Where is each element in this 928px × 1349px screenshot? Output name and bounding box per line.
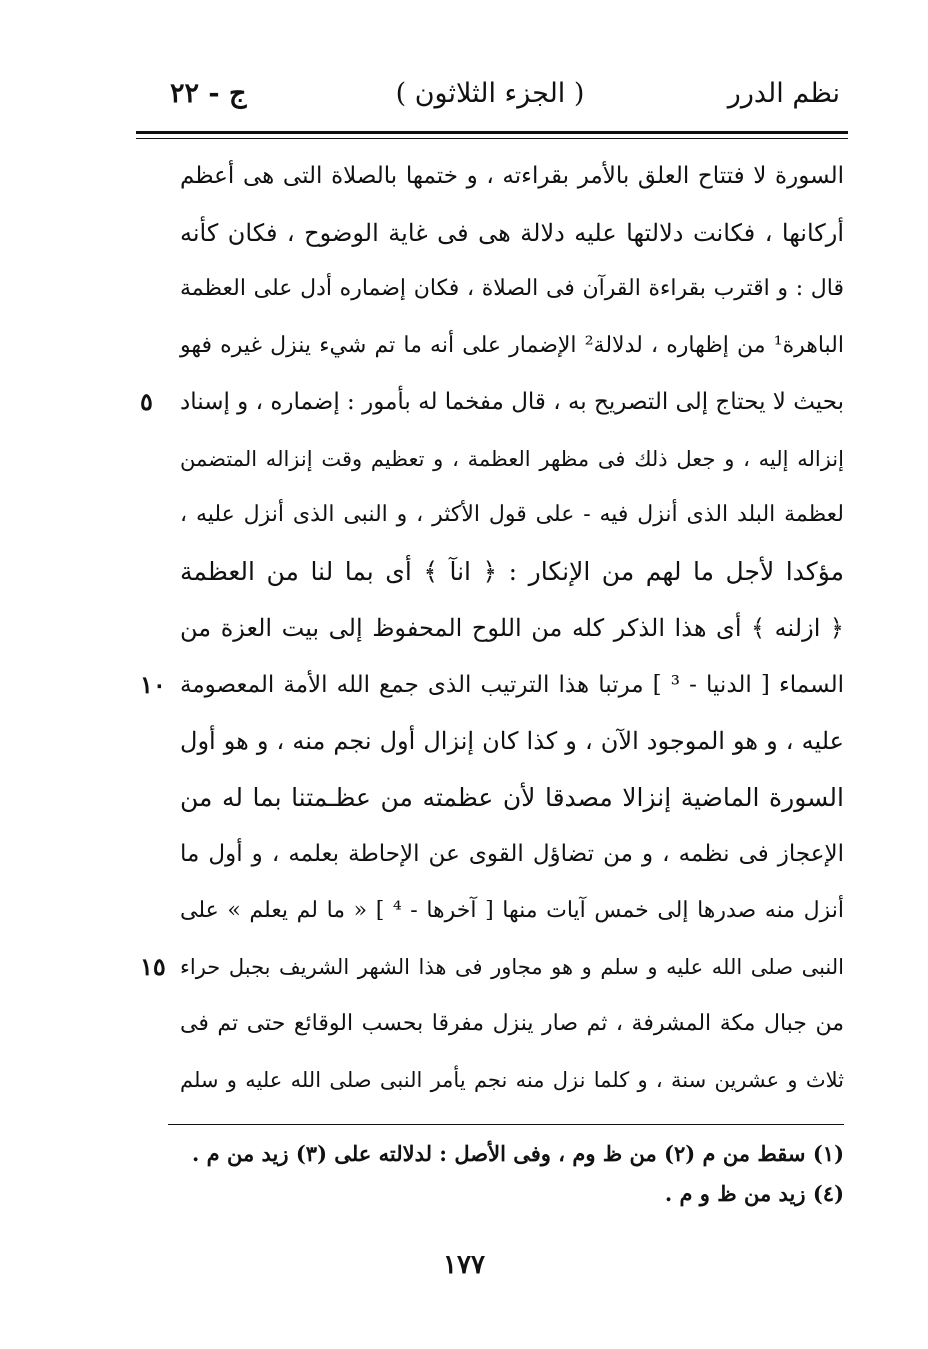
text-line [140, 996, 844, 1053]
line-text: السورة لا فتتاح العلق بالأمر بقراءته ، و ختمها بالصلاة التى هى أعظم [180, 163, 844, 189]
line-text: ﴿ ازلنه ﴾ أى هذا الذكر كله من اللوح المحفوظ إلى بيت العزة من [180, 614, 844, 642]
line-text: أركانها ، فكانت دلالتها عليه دلالة هى فى غاية الوضوح ، فكان كأنه [180, 218, 844, 247]
line-number: ٥ [140, 387, 153, 416]
book-title: نظم الدرر [727, 78, 840, 109]
text-line [140, 1052, 844, 1109]
footnote-rule [168, 1124, 844, 1125]
text-line [140, 148, 844, 205]
footnote: (٤) زيد من ظ و م . [664, 1181, 844, 1206]
line-text: السماء [ الدنيا - ³ ] مرتبا هذا الترتيب الذى جمع الله الأمة المعصومة [180, 671, 844, 698]
line-text: من جبال مكة المشرفة ، ثم صار ينزل مفرقا بحسب الوقائع حتى تم فى [180, 1010, 844, 1036]
volume-number: ج - ٢٢ [170, 78, 247, 109]
text-line [140, 939, 844, 996]
line-text: السورة الماضية إنزالا مصدقا لأن عظمته من عظـمتنا بما له من [180, 782, 844, 812]
line-text: عليه ، و هو الموجود الآن ، و كذا كان إنزال أول نجم منه ، و هو أول [180, 727, 844, 755]
line-text: بحيث لا يحتاج إلى التصريح به ، قال مفخما له بأمور : إضماره ، و إسناد [180, 389, 844, 415]
line-text: النبى صلى الله عليه و سلم و هو مجاور فى هذا الشهر الشريف بجبل حراء [180, 955, 844, 979]
running-header [140, 72, 840, 122]
text-line [140, 205, 844, 262]
line-text: ثلاث و عشرين سنة ، و كلما نزل منه نجم يأمر النبى صلى الله عليه و سلم [180, 1068, 844, 1092]
body-text [140, 148, 844, 1109]
line-text: قال : و اقترب بقراءة القرآن فى الصلاة ، فكان إضماره أدل على العظمة [180, 276, 844, 301]
line-text: أنزل منه صدرها إلى خمس آيات منها [ آخرها - ⁴ ] « ما لم يعلم » على [180, 897, 844, 923]
part-title: ( الجزء الثلاثون ) [395, 78, 585, 109]
text-line [140, 374, 844, 431]
header-rule-thin [136, 138, 848, 139]
footnote: (١) سقط من م (٢) من ظ وم ، وفى الأصل : لدلالته على (٣) زيد من م . [192, 1141, 844, 1166]
line-text: مؤكدا لأجل ما لهم من الإنكار : ﴿ انآ ﴾ أى بما لنا من العظمة [180, 556, 844, 586]
header-rule-thick [136, 131, 848, 134]
footnotes [168, 1134, 844, 1214]
line-text: الباهرة¹ من إظهاره ، لدلالة² الإضمار على أنه ما تم شيء ينزل غيره فهو [180, 332, 844, 358]
text-line [140, 431, 844, 488]
text-line [140, 600, 844, 657]
line-text: لعظمة البلد الذى أنزل فيه - على قول الأكثر ، و النبى الذى أنزل عليه ، [180, 502, 844, 527]
text-line [140, 657, 844, 714]
text-line [140, 261, 844, 318]
text-line [140, 487, 844, 544]
text-line [140, 713, 844, 770]
line-text: إنزاله إليه ، و جعل ذلك فى مظهر العظمة ، و تعظيم وقت إنزاله المتضمن [180, 446, 844, 471]
text-line [140, 883, 844, 940]
page-number: ١٧٧ [443, 1250, 485, 1280]
text-line [140, 770, 844, 827]
text-line [140, 826, 844, 883]
line-number: ١٠ [140, 669, 166, 699]
line-text: الإعجاز فى نظمه ، و من تضاؤل القوى عن الإحاطة بعلمه ، و أول ما [180, 841, 844, 867]
text-line [140, 544, 844, 601]
line-number: ١٥ [140, 952, 166, 981]
text-line [140, 318, 844, 375]
